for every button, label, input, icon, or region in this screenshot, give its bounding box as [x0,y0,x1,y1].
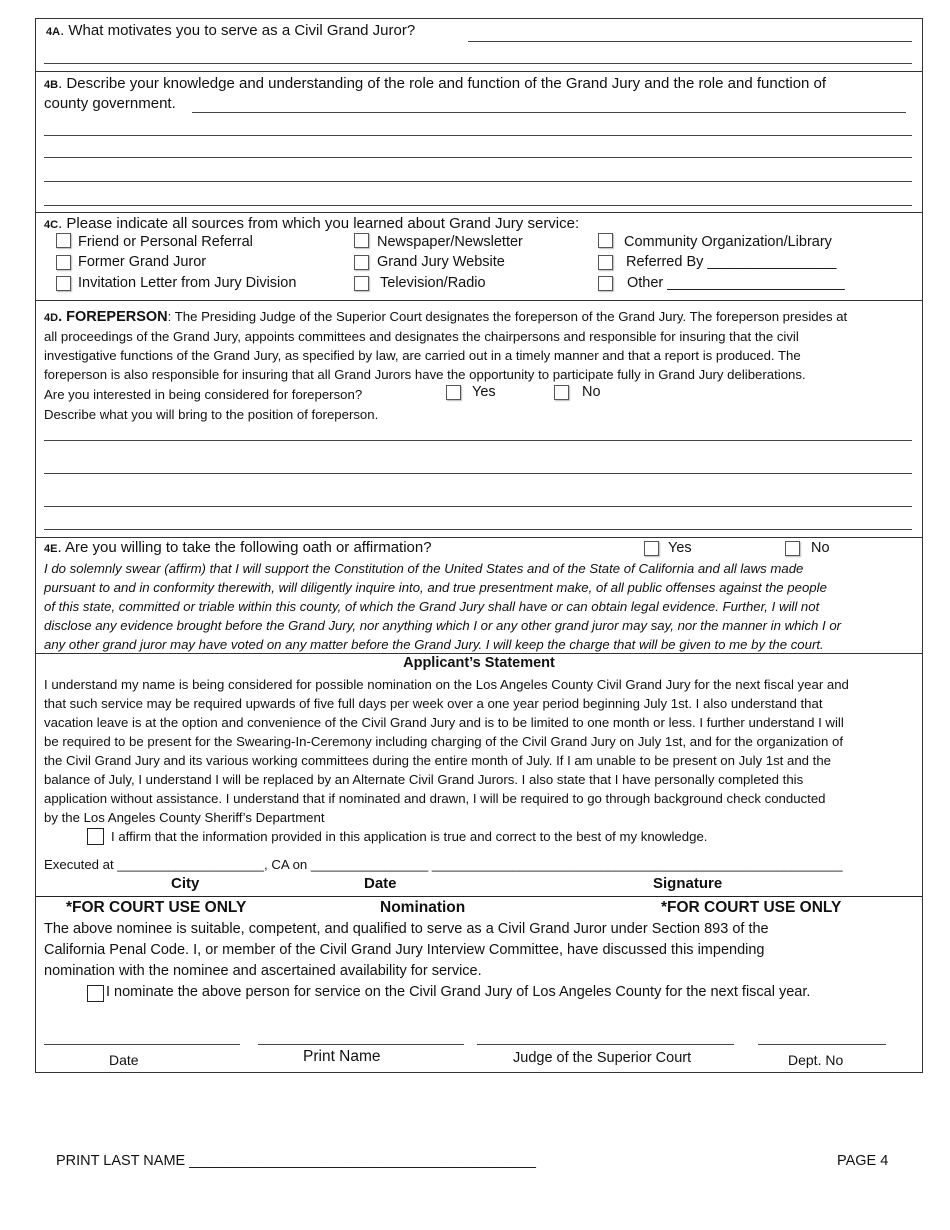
q4d-text: : The Presiding Judge of the Superior Court designates the foreperson of the Grand Jury. The foreperson presides at [167,309,848,324]
date-signature-line[interactable] [44,1044,240,1045]
q4d-describe: Describe what you will bring to the position of foreperson. [44,407,379,422]
statement-title: Applicant’s Statement [403,655,555,671]
q4a-number: 4A [46,26,61,38]
court-use-right: *FOR COURT USE ONLY [661,899,842,916]
divider [36,653,922,654]
q4d-answer-line-1[interactable] [44,440,912,441]
statement-line-3: vacation leave is at the option and convenience of the Civil Grand Jury and is to be limited to one month or less. I further understand I will [44,715,844,730]
q4c-question [44,215,579,233]
option-label: Referred By ________________ [626,254,837,270]
option-label: Other ______________________ [627,275,845,291]
oath-line-5: any other grand juror may have voted on any matter before the Grand Jury. I will keep the charge that will be given to me by the court. [44,637,824,652]
checkbox-nominate[interactable] [87,985,104,1002]
option-label: Friend or Personal Referral [78,234,253,250]
divider [36,537,922,538]
city-label: City [171,875,200,892]
q4a-answer-line-1[interactable] [468,41,912,42]
judge-signature-line[interactable] [477,1044,734,1045]
q4b-question [44,75,826,93]
option-label: Invitation Letter from Jury Division [78,275,297,291]
checkbox-foreperson-no[interactable] [554,385,569,400]
checkbox-invitation-letter[interactable] [56,276,71,291]
court-line-2: California Penal Code. I, or member of the Civil Grand Jury Interview Committee, have discussed this impending [44,942,765,958]
signature-label: Signature [653,875,723,892]
q4b-text: . Describe your knowledge and understanding of the role and function of the Grand Jury and the role and function of [58,75,827,92]
q4d-interest-question: Are you interested in being considered for foreperson? [44,387,363,402]
checkbox-referred-by[interactable] [598,255,613,270]
oath-line-2: pursuant to and in conformity therewith, will diligently inquire into, and true presentment make, of all public offenses against the people [44,580,827,595]
application-form [35,18,923,1073]
option-label: Newspaper/Newsletter [377,234,523,250]
checkbox-other[interactable] [598,276,613,291]
statement-line-8: by the Los Angeles County Sheriff’s Department [44,810,325,825]
nominate-text: I nominate the above person for service on the Civil Grand Jury of Los Angeles County for the next fiscal year. [106,984,811,1000]
q4d-line-1 [44,307,847,328]
yes-label: Yes [668,540,692,556]
q4d-answer-line-2[interactable] [44,473,912,474]
checkbox-community-org[interactable] [598,233,613,248]
divider [36,212,922,213]
no-label: No [811,540,830,556]
option-label: Former Grand Juror [78,254,207,270]
print-last-name[interactable]: PRINT LAST NAME ___________________________________________ [56,1153,536,1169]
checkbox-oath-no[interactable] [785,541,800,556]
q4b-answer-line-2[interactable] [44,135,912,136]
sig-judge-label: Judge of the Superior Court [513,1050,692,1066]
checkbox-television-radio[interactable] [354,276,369,291]
sig-name-label: Print Name [303,1048,381,1065]
affirm-text: I affirm that the information provided in this application is true and correct to the best of my knowledge. [111,829,708,844]
checkbox-foreperson-yes[interactable] [446,385,461,400]
q4c-text: . Please indicate all sources from which you learned about Grand Jury service: [58,215,580,232]
q4d-title: . FOREPERSON [58,309,168,325]
q4b-text-2: county government. [44,95,176,112]
option-label: Television/Radio [380,275,486,291]
q4b-answer-line-1[interactable] [192,112,906,113]
divider [36,71,922,72]
q4c-number: 4C [44,219,59,231]
statement-line-4: be required to be present for the Swearing-In-Ceremony including charging of the Civil Grand Jury on July 1st, and for the organization of [44,734,844,749]
oath-line-4: disclose any evidence brought before the Grand Jury, nor anything which I or any other grand juror may say, nor the manner in which I or [44,618,842,633]
dept-signature-line[interactable] [758,1044,886,1045]
date-label: Date [364,875,397,892]
checkbox-friend-referral[interactable] [56,233,71,248]
q4d-line-3: investigative functions of the Grand Jury, as specified by law, are carried out in a timely manner and that a report is produced. The [44,348,801,363]
q4b-number: 4B [44,79,59,91]
statement-line-2: that such service may be required upwards of five full days per week over a one year period beginning July 1st. I also understand that [44,696,823,711]
q4a-question [46,22,415,40]
divider [36,896,922,897]
q4b-answer-line-4[interactable] [44,181,912,182]
checkbox-former-juror[interactable] [56,255,71,270]
statement-line-1: I understand my name is being considered for possible nomination on the Los Angeles County Civil Grand Jury for the next fiscal year and [44,677,849,692]
q4b-answer-line-5[interactable] [44,205,912,206]
q4e-text: . Are you willing to take the following oath or affirmation? [57,539,432,556]
q4b-answer-line-3[interactable] [44,157,912,158]
divider [36,300,922,301]
q4e-question [44,539,432,557]
statement-line-7: application without assistance. I understand that if nominated and drawn, I will be required to go through background check conducted [44,791,826,806]
q4d-number: 4D [44,312,59,324]
checkbox-oath-yes[interactable] [644,541,659,556]
q4d-line-4: foreperson is also responsible for insuring that all Grand Jurors have the opportunity to participate fully in Grand Jury deliberations. [44,367,806,382]
court-line-3: nomination with the nominee and ascertained availability for service. [44,963,482,979]
page-number: PAGE 4 [837,1153,889,1169]
q4a-answer-line-2[interactable] [44,63,912,64]
court-use-left: *FOR COURT USE ONLY [66,899,247,916]
checkbox-website[interactable] [354,255,369,270]
yes-label: Yes [472,384,496,400]
statement-line-6: balance of July, I understand I will be replaced by an Alternate Civil Grand Jurors. I also state that I have personally completed this [44,772,804,787]
nomination-title: Nomination [380,899,466,916]
checkbox-affirm[interactable] [87,828,104,845]
option-label: Grand Jury Website [377,254,505,270]
no-label: No [582,384,601,400]
statement-line-5: the Civil Grand Jury and its various working committees during the entire month of July. If I am unable to be present on July 1st and the [44,753,832,768]
print-name-signature-line[interactable] [258,1044,464,1045]
executed-line[interactable]: Executed at ____________________, CA on ________________ ________________________________________________________ [44,857,843,872]
sig-date-label: Date [109,1052,139,1068]
q4d-line-2: all proceedings of the Grand Jury, appoints committees and designates the chairpersons and responsible for insuring that the civil [44,329,799,344]
q4d-answer-line-3[interactable] [44,506,912,507]
court-line-1: The above nominee is suitable, competent, and qualified to serve as a Civil Grand Juror under Section 893 of the [44,921,769,937]
q4e-number: 4E [44,543,58,555]
q4d-answer-line-4[interactable] [44,529,912,530]
sig-dept-label: Dept. No [788,1052,844,1068]
option-label: Community Organization/Library [624,234,832,250]
oath-line-3: of this state, committed or triable within this county, of which the Grand Jury shall have or can obtain legal evidence. Further, I will not [44,599,820,614]
oath-line-1: I do solemnly swear (affirm) that I will support the Constitution of the United States and of the State of California and all laws made [44,561,804,576]
checkbox-newspaper[interactable] [354,233,369,248]
q4a-text: . What motivates you to serve as a Civil Grand Juror? [60,22,416,39]
